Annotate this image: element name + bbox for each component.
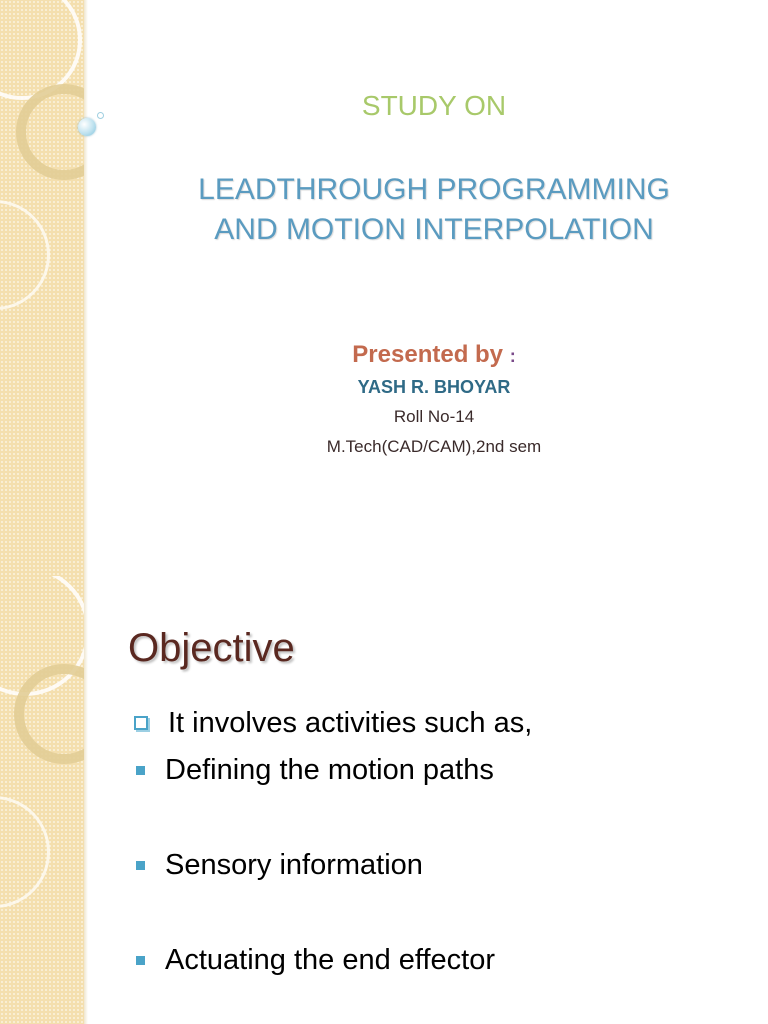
objective-slide [0, 576, 768, 1024]
title-line: LEADTHROUGH PROGRAMMING [198, 173, 670, 206]
title-line: AND MOTION INTERPOLATION [214, 213, 654, 246]
slide-title [84, 170, 768, 250]
presented-by-colon: : [509, 346, 516, 366]
list-item-text: Actuating the end effector [165, 944, 495, 976]
decorative-ring [0, 200, 50, 310]
list-item-text: It involves activities such as, [168, 707, 533, 739]
list-item [132, 943, 495, 977]
presenter-name: YASH R. BHOYAR [357, 377, 511, 397]
filled-square-bullet-icon [136, 766, 145, 775]
band-edge [84, 576, 88, 1024]
decorative-band [0, 0, 84, 576]
filled-square-bullet-icon [136, 956, 145, 965]
list-item-text: Sensory information [165, 849, 423, 881]
presented-by-text: Presented by [352, 341, 504, 368]
section-heading: Objective [128, 626, 295, 670]
decorative-ring [0, 796, 50, 908]
band-edge [84, 0, 88, 576]
list-item-text: Defining the motion paths [165, 754, 494, 786]
hollow-square-bullet-icon [134, 716, 148, 730]
study-label: STUDY ON [361, 90, 507, 121]
filled-square-bullet-icon [136, 861, 145, 870]
presented-by-label [84, 340, 768, 371]
list-item [132, 753, 494, 787]
decorative-band [0, 576, 84, 1024]
list-item [132, 848, 423, 882]
course-info: M.Tech(CAD/CAM),2nd sem [326, 437, 542, 456]
roll-number: Roll No-14 [393, 407, 475, 426]
list-item [132, 706, 532, 740]
